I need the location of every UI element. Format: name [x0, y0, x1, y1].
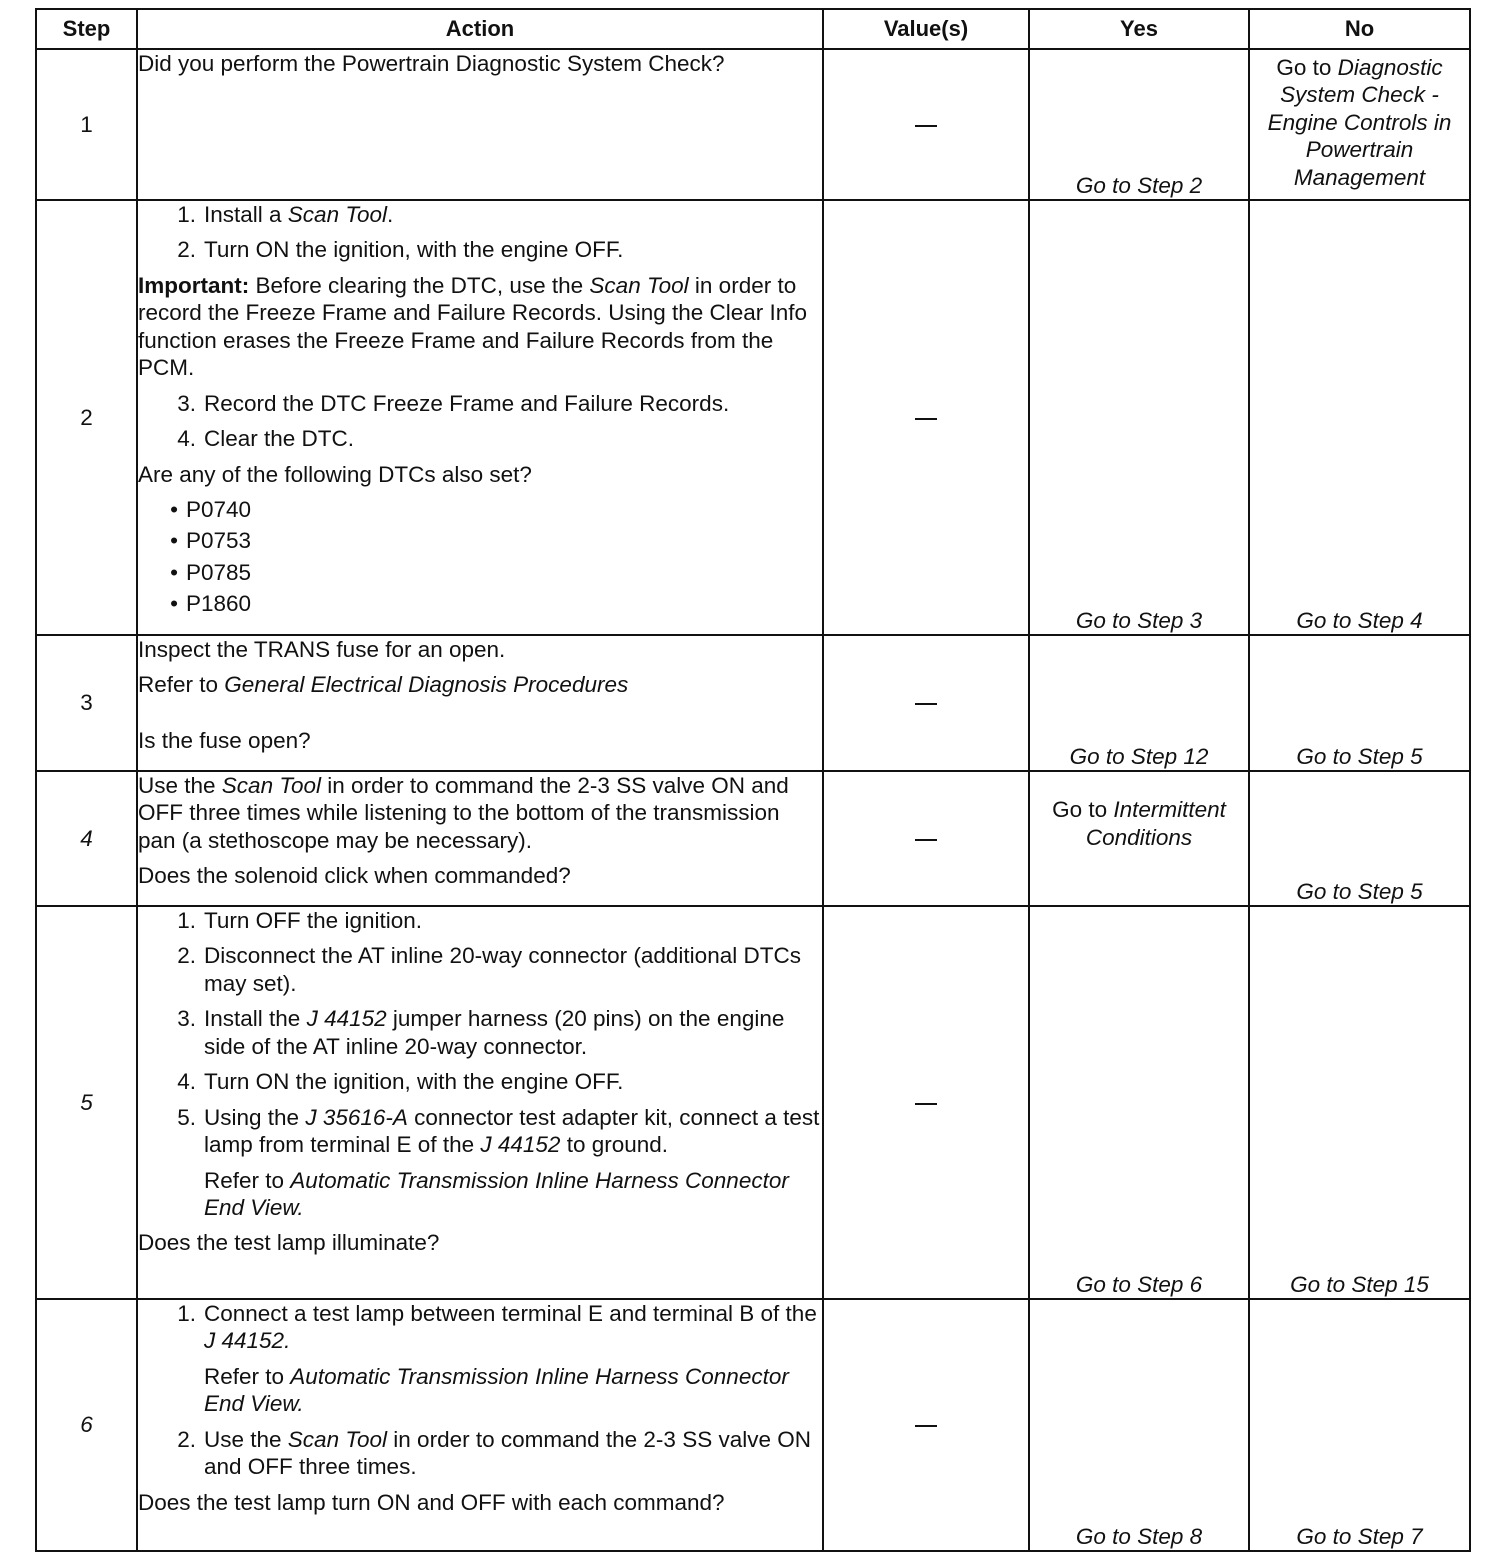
yes-cell[interactable]: Go to Step 8 — [1029, 1299, 1249, 1551]
refer-text — [138, 671, 822, 698]
action-cell — [137, 49, 823, 200]
dash-mark — [915, 125, 937, 127]
action-cell — [137, 906, 823, 1299]
item-text: Turn ON the ignition, with the engine OFF. — [204, 1069, 624, 1095]
goto-prefix: Go to — [1276, 55, 1332, 80]
item-text: Clear the DTC. — [204, 426, 355, 452]
refer-prefix: Refer to — [138, 672, 225, 698]
list-item — [138, 390, 822, 417]
refer-prefix: Refer to — [204, 1167, 291, 1193]
yes-cell[interactable] — [1029, 771, 1249, 906]
item-text: jumper harness (20 pins) on the engine side of the AT inline 20-way connector. — [204, 1006, 785, 1059]
value-cell — [823, 635, 1029, 771]
table-row — [36, 635, 1470, 771]
list-item — [138, 201, 822, 228]
item-text: to ground. — [560, 1132, 669, 1158]
header-row — [36, 9, 1470, 49]
yes-cell[interactable]: Go to Step 12 — [1029, 635, 1249, 771]
important-note — [138, 272, 822, 382]
step-number: 3 — [36, 635, 137, 771]
dtc-code: P1860 — [186, 591, 252, 617]
step-number: 4 — [36, 771, 137, 906]
step-number: 6 — [36, 1299, 137, 1551]
dtc-code: P0753 — [186, 528, 252, 554]
item-text: Connect a test lamp between terminal E and terminal B of the — [204, 1301, 817, 1326]
table-row — [36, 49, 1470, 200]
step-number: 2 — [36, 200, 137, 635]
yes-cell[interactable]: Go to Step 2 — [1029, 49, 1249, 200]
question-text: Are any of the following DTCs also set? — [138, 461, 532, 487]
tool-name: J 44152 — [480, 1132, 561, 1158]
tool-name: Scan Tool — [287, 202, 388, 227]
action-cell — [137, 635, 823, 771]
step-number: 5 — [36, 906, 137, 1299]
refer-link[interactable]: General Electrical Diagnosis Procedures — [224, 672, 629, 698]
no-cell[interactable] — [1249, 49, 1470, 200]
tool-name: Scan Tool — [287, 1426, 388, 1452]
value-cell — [823, 200, 1029, 635]
list-item: 2. Disconnect the AT inline 20-way connector (additional DTCs may set). — [138, 942, 822, 997]
item-text: Using the — [204, 1104, 306, 1130]
question-text: Does the test lamp illuminate? — [138, 1230, 440, 1256]
note-text: Before clearing the DTC, use the — [249, 272, 590, 298]
action-cell — [137, 771, 823, 906]
dtc-code: P0740 — [186, 496, 252, 522]
list-item: 1. Connect a test lamp between terminal E and terminal B of the J 44152. — [177, 1301, 817, 1354]
table-row — [36, 771, 1470, 906]
list-item — [138, 425, 822, 452]
action-cell — [137, 1299, 823, 1551]
no-cell[interactable]: Go to Step 5 — [1249, 771, 1470, 906]
refer-text — [196, 1363, 822, 1418]
no-cell[interactable]: Go to Step 4 — [1249, 200, 1470, 635]
header-values: Value(s) — [823, 9, 1029, 49]
action-suffix: in order to command the 2-3 SS valve ON and OFF three times while listening to the bottom of the transmission pan (a stethoscope may be necessary). — [138, 773, 789, 853]
tool-name: Scan Tool — [589, 272, 689, 298]
item-text: Use the — [204, 1426, 288, 1452]
list-item — [138, 236, 822, 263]
action-text — [138, 772, 822, 854]
dtc-code: P0785 — [186, 559, 252, 585]
header-no: No — [1249, 9, 1470, 49]
yes-cell[interactable]: Go to Step 3 — [1029, 200, 1249, 635]
refer-link[interactable]: Automatic Transmission Inline Harness Connector End View. — [204, 1167, 789, 1220]
note-text: in order to record the Freeze Frame and Failure Records. Using the Clear Info function erases the Freeze Frame and Failure Records from the PCM. — [138, 272, 808, 381]
important-label: Important: — [138, 272, 250, 298]
action-cell — [137, 200, 823, 635]
dtc-item: • P0785 — [170, 559, 252, 585]
list-item: 2. Use the Scan Tool in order to command the 2-3 SS valve ON and OFF three times. — [177, 1426, 811, 1480]
table-row — [36, 200, 1470, 635]
refer-prefix: Refer to — [204, 1363, 291, 1389]
item-text: Install the — [204, 1006, 307, 1032]
item-text: Turn OFF the ignition. — [204, 908, 423, 933]
item-number: 4. — [177, 426, 196, 452]
tool-name: J 44152. — [204, 1328, 291, 1354]
step-number: 1 — [36, 49, 137, 200]
item-number: 1. — [177, 202, 196, 227]
action-text: Inspect the TRANS fuse for an open. — [138, 637, 506, 662]
dtc-item: • P0740 — [170, 496, 252, 522]
list-item: 5. Using the J 35616-A connector test adapter kit, connect a test lamp from terminal E of the J 44152 to ground. — [177, 1104, 820, 1158]
item-text: . — [387, 202, 394, 227]
item-text: connector test adapter kit, connect a test lamp from terminal E of the — [204, 1104, 820, 1158]
item-text: Disconnect the AT inline 20-way connector (additional DTCs may set). — [204, 943, 801, 996]
value-cell — [823, 49, 1029, 200]
goto-link[interactable]: Diagnostic System Check - Engine Controls in Powertrain Management — [1267, 55, 1452, 190]
question-text: Is the fuse open? — [138, 727, 311, 753]
question-text: Did you perform the Powertrain Diagnostic System Check? — [138, 51, 725, 76]
goto-prefix: Go to — [1052, 797, 1108, 823]
header-yes: Yes — [1029, 9, 1249, 49]
dtc-item: • P0753 — [170, 528, 252, 554]
tool-name: J 44152 — [306, 1006, 387, 1032]
action-prefix: Use the — [138, 773, 222, 798]
dash-mark — [915, 1103, 937, 1105]
tool-name: J 35616-A — [305, 1104, 408, 1130]
value-cell — [823, 1299, 1029, 1551]
dash-mark — [915, 703, 937, 705]
no-cell[interactable]: Go to Step 7 — [1249, 1299, 1470, 1551]
item-text: in order to command the 2-3 SS valve ON and OFF three times. — [204, 1426, 811, 1480]
table-row — [36, 906, 1470, 1299]
list-item: 4. Turn ON the ignition, with the engine OFF. — [138, 1068, 822, 1095]
value-cell — [823, 906, 1029, 1299]
item-text: Turn ON the ignition, with the engine OFF. — [204, 237, 624, 263]
question-text: Does the test lamp turn ON and OFF with each command? — [138, 1489, 725, 1515]
item-text: Record the DTC Freeze Frame and Failure Records. — [204, 390, 730, 416]
header-step: Step — [36, 9, 137, 49]
value-cell — [823, 771, 1029, 906]
item-number: 3. — [177, 390, 196, 416]
item-text: Install a — [204, 202, 288, 227]
list-item: 3. Install the J 44152 jumper harness (20 pins) on the engine side of the AT inline 20-way connector. — [177, 1006, 785, 1059]
no-cell[interactable]: Go to Step 5 — [1249, 635, 1470, 771]
item-number: 2. — [177, 237, 196, 263]
refer-text — [196, 1167, 822, 1222]
dash-mark — [915, 1425, 937, 1427]
header-action: Action — [137, 9, 823, 49]
dtc-item: • P1860 — [170, 591, 252, 617]
list-item: 1. Turn OFF the ignition. — [138, 907, 822, 934]
table-row — [36, 1299, 1470, 1551]
dash-mark — [915, 839, 937, 841]
no-cell[interactable]: Go to Step 15 — [1249, 906, 1470, 1299]
tool-name: Scan Tool — [221, 773, 322, 798]
yes-cell[interactable]: Go to Step 6 — [1029, 906, 1249, 1299]
question-text: Does the solenoid click when commanded? — [138, 863, 571, 889]
diagnostic-table — [35, 8, 1471, 1552]
refer-link[interactable]: Automatic Transmission Inline Harness Connector End View. — [204, 1363, 789, 1417]
dash-mark — [915, 418, 937, 420]
goto-link[interactable]: Intermittent Conditions — [1085, 797, 1226, 850]
